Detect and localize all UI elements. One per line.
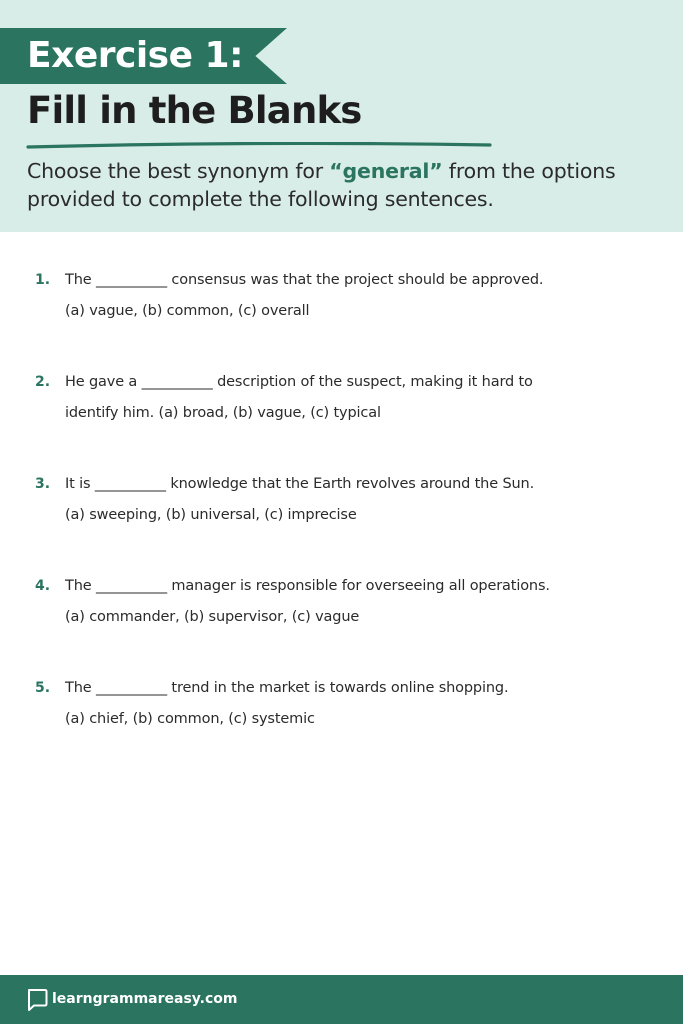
title-underline bbox=[26, 142, 492, 149]
question-number: 1. bbox=[35, 272, 51, 288]
question-line: The __________ manager is responsible for overseeing all operations. bbox=[65, 578, 550, 594]
question-line: The __________ consensus was that the project should be approved. bbox=[65, 272, 544, 288]
question-number: 4. bbox=[35, 578, 51, 594]
question-options: (a) vague, (b) common, (c) overall bbox=[65, 303, 310, 319]
instructions-after: from the options provided to complete the following sentences. bbox=[27, 159, 616, 211]
question-options: (a) chief, (b) common, (c) systemic bbox=[65, 711, 315, 727]
question-number: 3. bbox=[35, 476, 51, 492]
instructions-keyword: “general” bbox=[329, 159, 443, 183]
footer-site-link[interactable]: learngrammareasy.com bbox=[52, 991, 238, 1007]
question-line: The __________ trend in the market is towards online shopping. bbox=[65, 680, 509, 696]
question-line: He gave a __________ description of the suspect, making it hard to bbox=[65, 374, 533, 390]
question-options: (a) commander, (b) supervisor, (c) vague bbox=[65, 609, 360, 625]
question-number: 2. bbox=[35, 374, 51, 390]
question-text bbox=[65, 571, 665, 633]
question-line: It is __________ knowledge that the Earth revolves around the Sun. bbox=[65, 476, 535, 492]
chat-bubble-icon bbox=[26, 988, 48, 1012]
question-options: (a) sweeping, (b) universal, (c) imprecise bbox=[65, 507, 357, 523]
question-text bbox=[65, 265, 665, 327]
exercise-subtitle: Fill in the Blanks bbox=[27, 89, 362, 132]
question-text bbox=[65, 469, 665, 531]
question-text bbox=[65, 367, 665, 429]
question-number: 5. bbox=[35, 680, 51, 696]
exercise-title: Exercise 1: bbox=[27, 35, 243, 76]
instructions-before: Choose the best synonym for bbox=[27, 159, 330, 183]
scalloped-edge bbox=[0, 222, 683, 236]
instructions bbox=[27, 157, 667, 213]
question-text bbox=[65, 673, 665, 735]
question-options: identify him. (a) broad, (b) vague, (c) typical bbox=[65, 405, 381, 421]
